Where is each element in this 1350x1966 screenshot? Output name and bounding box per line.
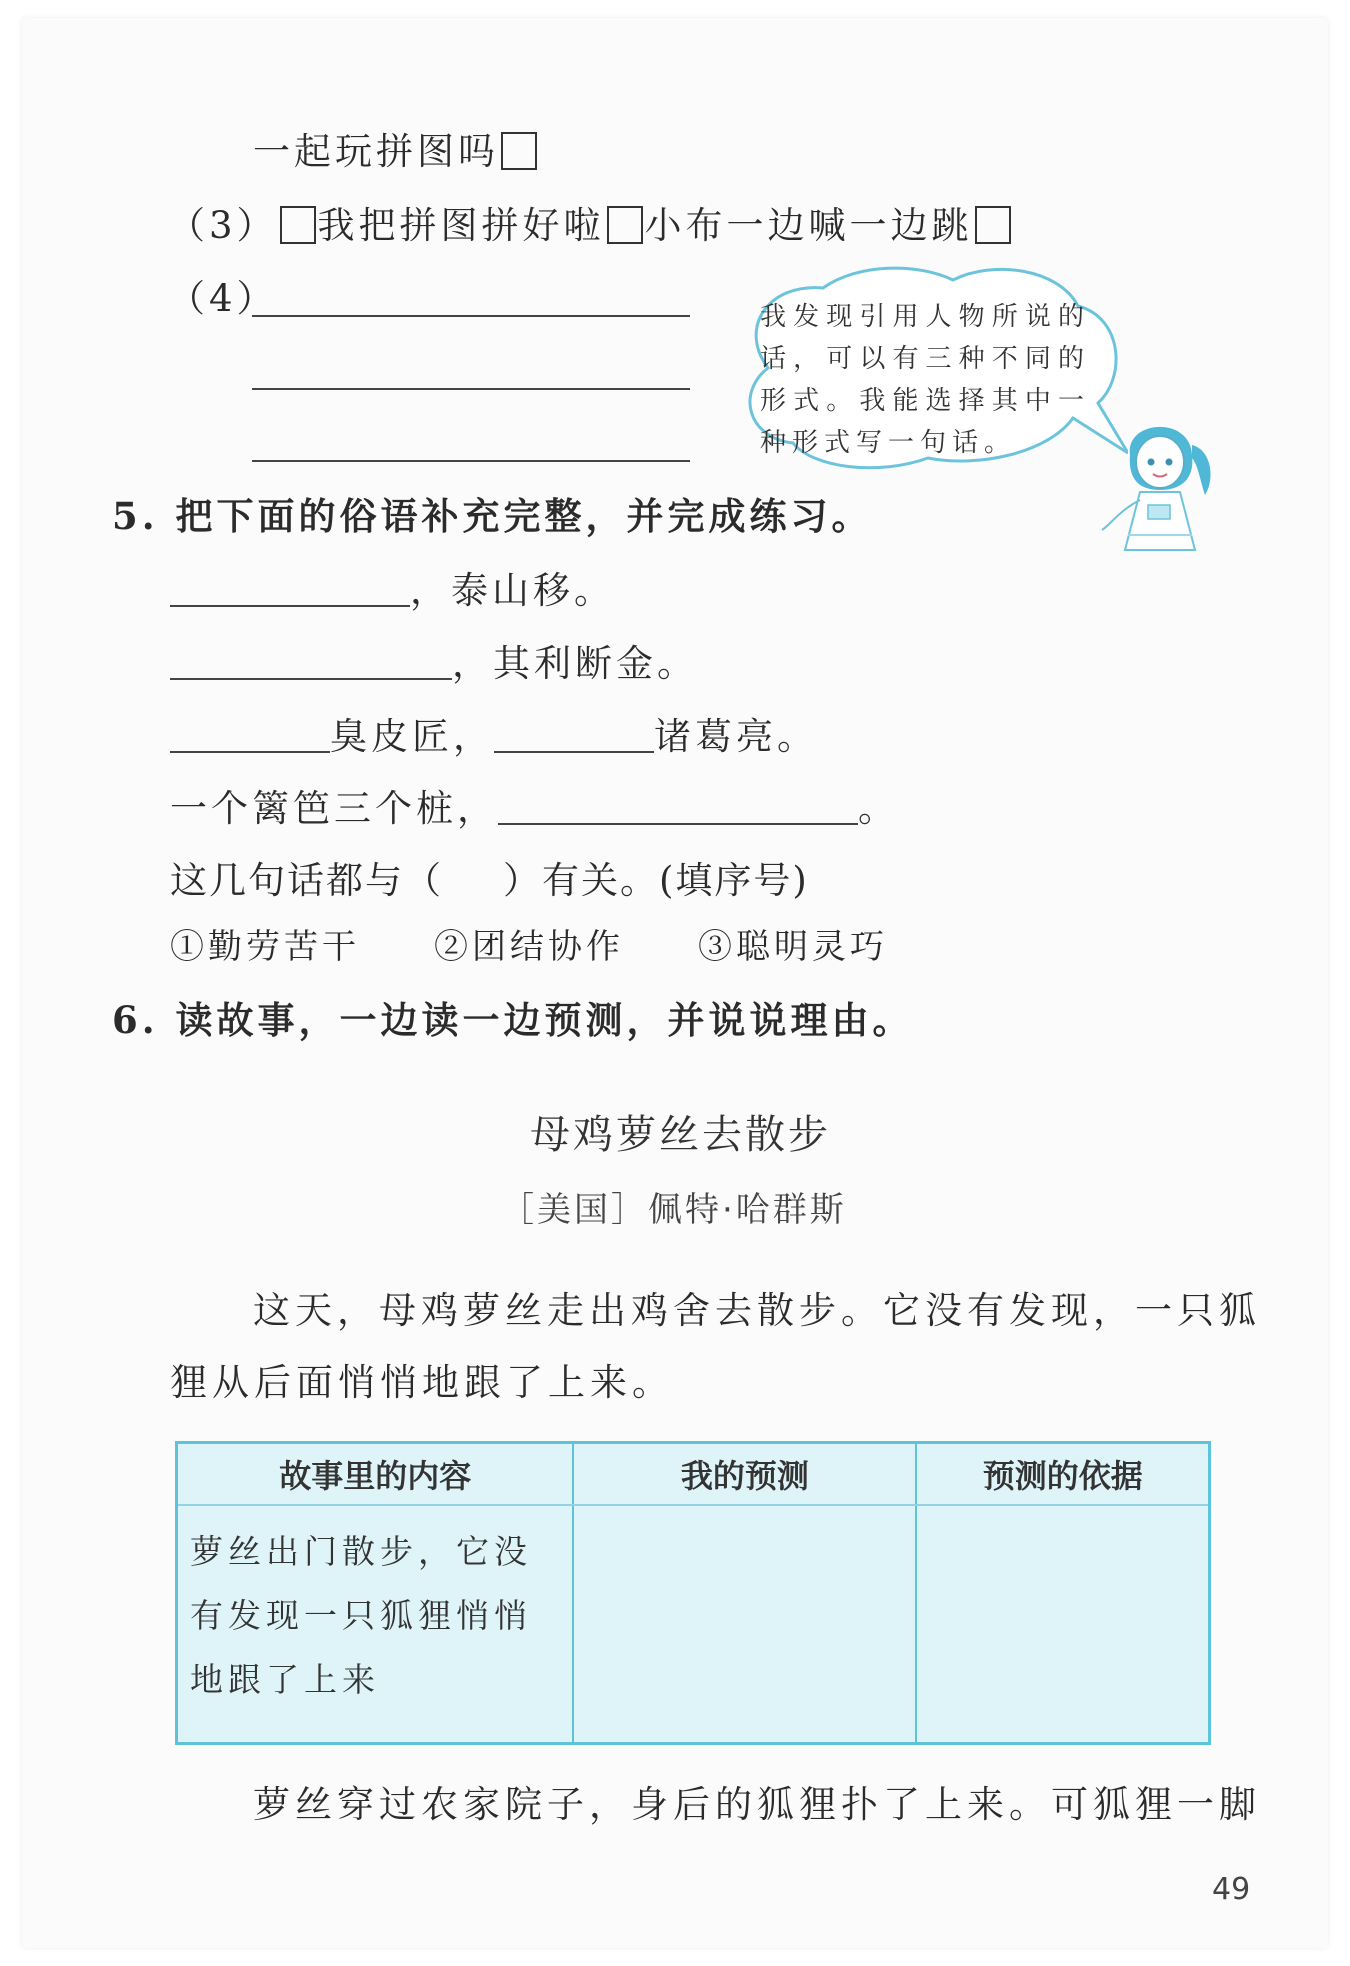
speech-bubble-text: 我发现引用人物所说的话，可以有三种不同的形式。我能选择其中一种形式写一句话。	[760, 302, 1090, 458]
story-paragraph-1-line-2: 狸从后面悄悄地跟了上来。	[170, 1361, 674, 1404]
item-4-answer-line-3[interactable]	[252, 460, 690, 462]
q5-line-1	[170, 569, 615, 612]
table-header-row	[177, 1443, 1210, 1506]
table-row	[177, 1505, 1210, 1744]
item-4-answer-line-2[interactable]	[252, 388, 690, 390]
q6-number: 6.	[112, 998, 159, 1042]
prediction-table	[175, 1441, 1211, 1745]
q5-heading	[112, 494, 873, 538]
q5-line3-end: 诸葛亮。	[654, 715, 818, 758]
item-4-answer-line-1[interactable]	[252, 315, 690, 317]
option-1: ①勤劳苦干	[170, 927, 360, 967]
item-3-label: （3）	[168, 204, 278, 247]
continuation-text: 一起玩拼图吗	[253, 130, 499, 173]
q5-blank-1[interactable]	[170, 604, 410, 607]
q5-line-4	[170, 787, 899, 830]
option-3: ③聪明灵巧	[698, 927, 888, 967]
girl-illustration	[1100, 410, 1220, 560]
table-cell-my-prediction[interactable]	[573, 1505, 916, 1744]
story-paragraph-2-line-1: 萝丝穿过农家院子，身后的狐狸扑了上来。可狐狸一脚	[253, 1783, 1261, 1826]
q5-line-2	[170, 642, 698, 685]
q5-line4-prefix: 一个篱笆三个桩，	[170, 787, 498, 830]
q5-blank-5[interactable]	[498, 822, 858, 825]
story-author: ［美国］佩特·哈群斯	[500, 1190, 847, 1230]
q5-line3-mid: 臭皮匠，	[330, 715, 494, 758]
punctuation-box[interactable]	[975, 206, 1011, 244]
punctuation-box[interactable]	[607, 206, 643, 244]
page-number: 49	[1212, 1872, 1251, 1907]
q5-question-post: ）有关。(填序号)	[503, 859, 809, 902]
story-title: 母鸡萝丝去散步	[530, 1112, 831, 1158]
q5-options	[170, 927, 888, 967]
story-paragraph-1-line-1: 这天，母鸡萝丝走出鸡舍去散步。它没有发现，一只狐	[253, 1289, 1261, 1332]
table-header: 我的预测	[573, 1443, 916, 1506]
q6-heading	[112, 998, 914, 1042]
q5-line1-suffix: ，泰山移。	[410, 569, 615, 612]
item-3-part2: 小布一边喊一边跳	[644, 204, 973, 247]
q5-blank-2[interactable]	[170, 677, 452, 680]
q5-line4-end: 。	[858, 787, 899, 830]
q5-line-3	[170, 715, 818, 758]
continuation-line	[253, 130, 539, 173]
item-3-part1: 我把拼图拼好啦	[317, 204, 605, 247]
option-2: ②团结协作	[434, 927, 624, 967]
q5-instruction: 把下面的俗语补充完整，并完成练习。	[175, 494, 873, 538]
q5-blank-3[interactable]	[170, 750, 330, 753]
table-header: 故事里的内容	[177, 1443, 574, 1506]
q5-line2-suffix: ，其利断金。	[452, 642, 698, 685]
table-cell-story-content: 萝丝出门散步，它没有发现一只狐狸悄悄地跟了上来	[177, 1505, 574, 1744]
q5-number: 5.	[112, 494, 159, 538]
q6-instruction: 读故事，一边读一边预测，并说说理由。	[175, 998, 914, 1042]
q5-question	[170, 859, 809, 902]
item-3	[168, 204, 1013, 247]
table-cell-prediction-basis[interactable]	[916, 1505, 1209, 1744]
q5-blank-4[interactable]	[494, 750, 654, 753]
table-header: 预测的依据	[916, 1443, 1209, 1506]
punctuation-box[interactable]	[501, 132, 537, 170]
q5-question-pre: 这几句话都与（	[170, 859, 443, 902]
item-4-label: （4）	[168, 277, 278, 320]
punctuation-box[interactable]	[280, 206, 316, 244]
